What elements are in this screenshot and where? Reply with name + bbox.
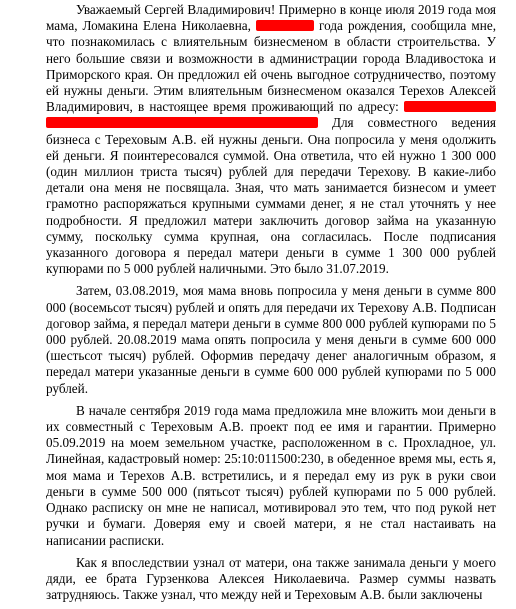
paragraph-1 — [46, 2, 496, 277]
redaction-address-part-2 — [46, 117, 318, 128]
redaction-birth-year — [256, 20, 314, 31]
redaction-address-part-1 — [404, 101, 496, 112]
paragraph-4: Как я впоследствии узнал от матери, она также занимала деньги у моего дяди, ее брата Гурзенкова Алексея Николаевича. Размер суммы назвать затрудняюсь. Также узнал, что между ней и Тереховым А.В. были заключены — [46, 554, 496, 603]
paragraph-1-text-b: года рождения, сообщила мне, что познакомилась с влиятельным бизнесменом в области строительства. У него большие связи и возможности в администрации города Владивостока и Приморского края. Он предложил ей очень выгодное сотрудничество, поэтому ей нужны деньги. Этим влиятельным бизнесменом оказался Терехов Алексей Владимирович, в настоящее время проживающий по адресу: — [46, 18, 496, 115]
paragraph-3: В начале сентября 2019 года мама предложила мне вложить мои деньги в их совместный с Тереховым А.В. проект под ее имя и гарантии. Примерно 05.09.2019 на моем земельном участке, расположенном в с. Прохладное, ул. Линейная, кадастровый номер: 25:10:011500:230, в обеденное время мы, есть я, моя мама и Терехов А.В. встретились, и я передал ему из рук в руки свои деньги в сумме 500 000 (пятьсот тысяч) рублей купюрами по 5 000 рублей. Однако расписку он мне не написал, мотивировал это тем, что под рукой нет ручки и бумаги. Доверяя ему и своей матери, я не стал настаивать на написании расписки. — [46, 402, 496, 548]
paragraph-1-text-a: Уважаемый Сергей Владимирович! Примерно в конце июля 2019 года моя мама, Ломакина Елена Николаевна, — [46, 2, 496, 34]
paragraph-2: Затем, 03.08.2019, моя мама вновь попросила у меня деньги в сумме 800 000 (восемьсот тысяч) рублей и опять для передачи их Терехову А.В. Подписан договор займа, я передал матери деньги в сумме 800 000 рублей купюрами по 5 000 рублей. 20.08.2019 мама опять попросила у меня деньги в сумме 600 000 (шестьсот тысяч) рублей. Оформив передачу денег аналогичным образом, я передал матери указанные деньги в сумме 600 000 рублей купюрами по 5 000 рублей. — [46, 283, 496, 396]
letter-body — [46, 0, 496, 609]
paragraph-1-text-c: Для совместного ведения бизнеса с Тереховым А.В. ей нужны деньги. Она попросила у меня одолжить ей деньги. Я поинтересовался суммой. Она ответила, что ей нужно 1 300 000 (один миллион триста тысяч) рублей для передачи Терехову. В какие-либо детали она меня не посвящала. Зная, что мать занимается бизнесом и умеет грамотно распоряжаться крупными суммами денег, я не стал уточнять у нее подробности. Я предложил матери заключить договор займа на указанную сумму, поскольку сумма крупная, она согласилась. После подписания указанного договора я передал матери деньги в сумме 1 300 000 рублей купюрами по 5 000 рублей наличными. Это было 31.07.2019. — [46, 115, 496, 277]
